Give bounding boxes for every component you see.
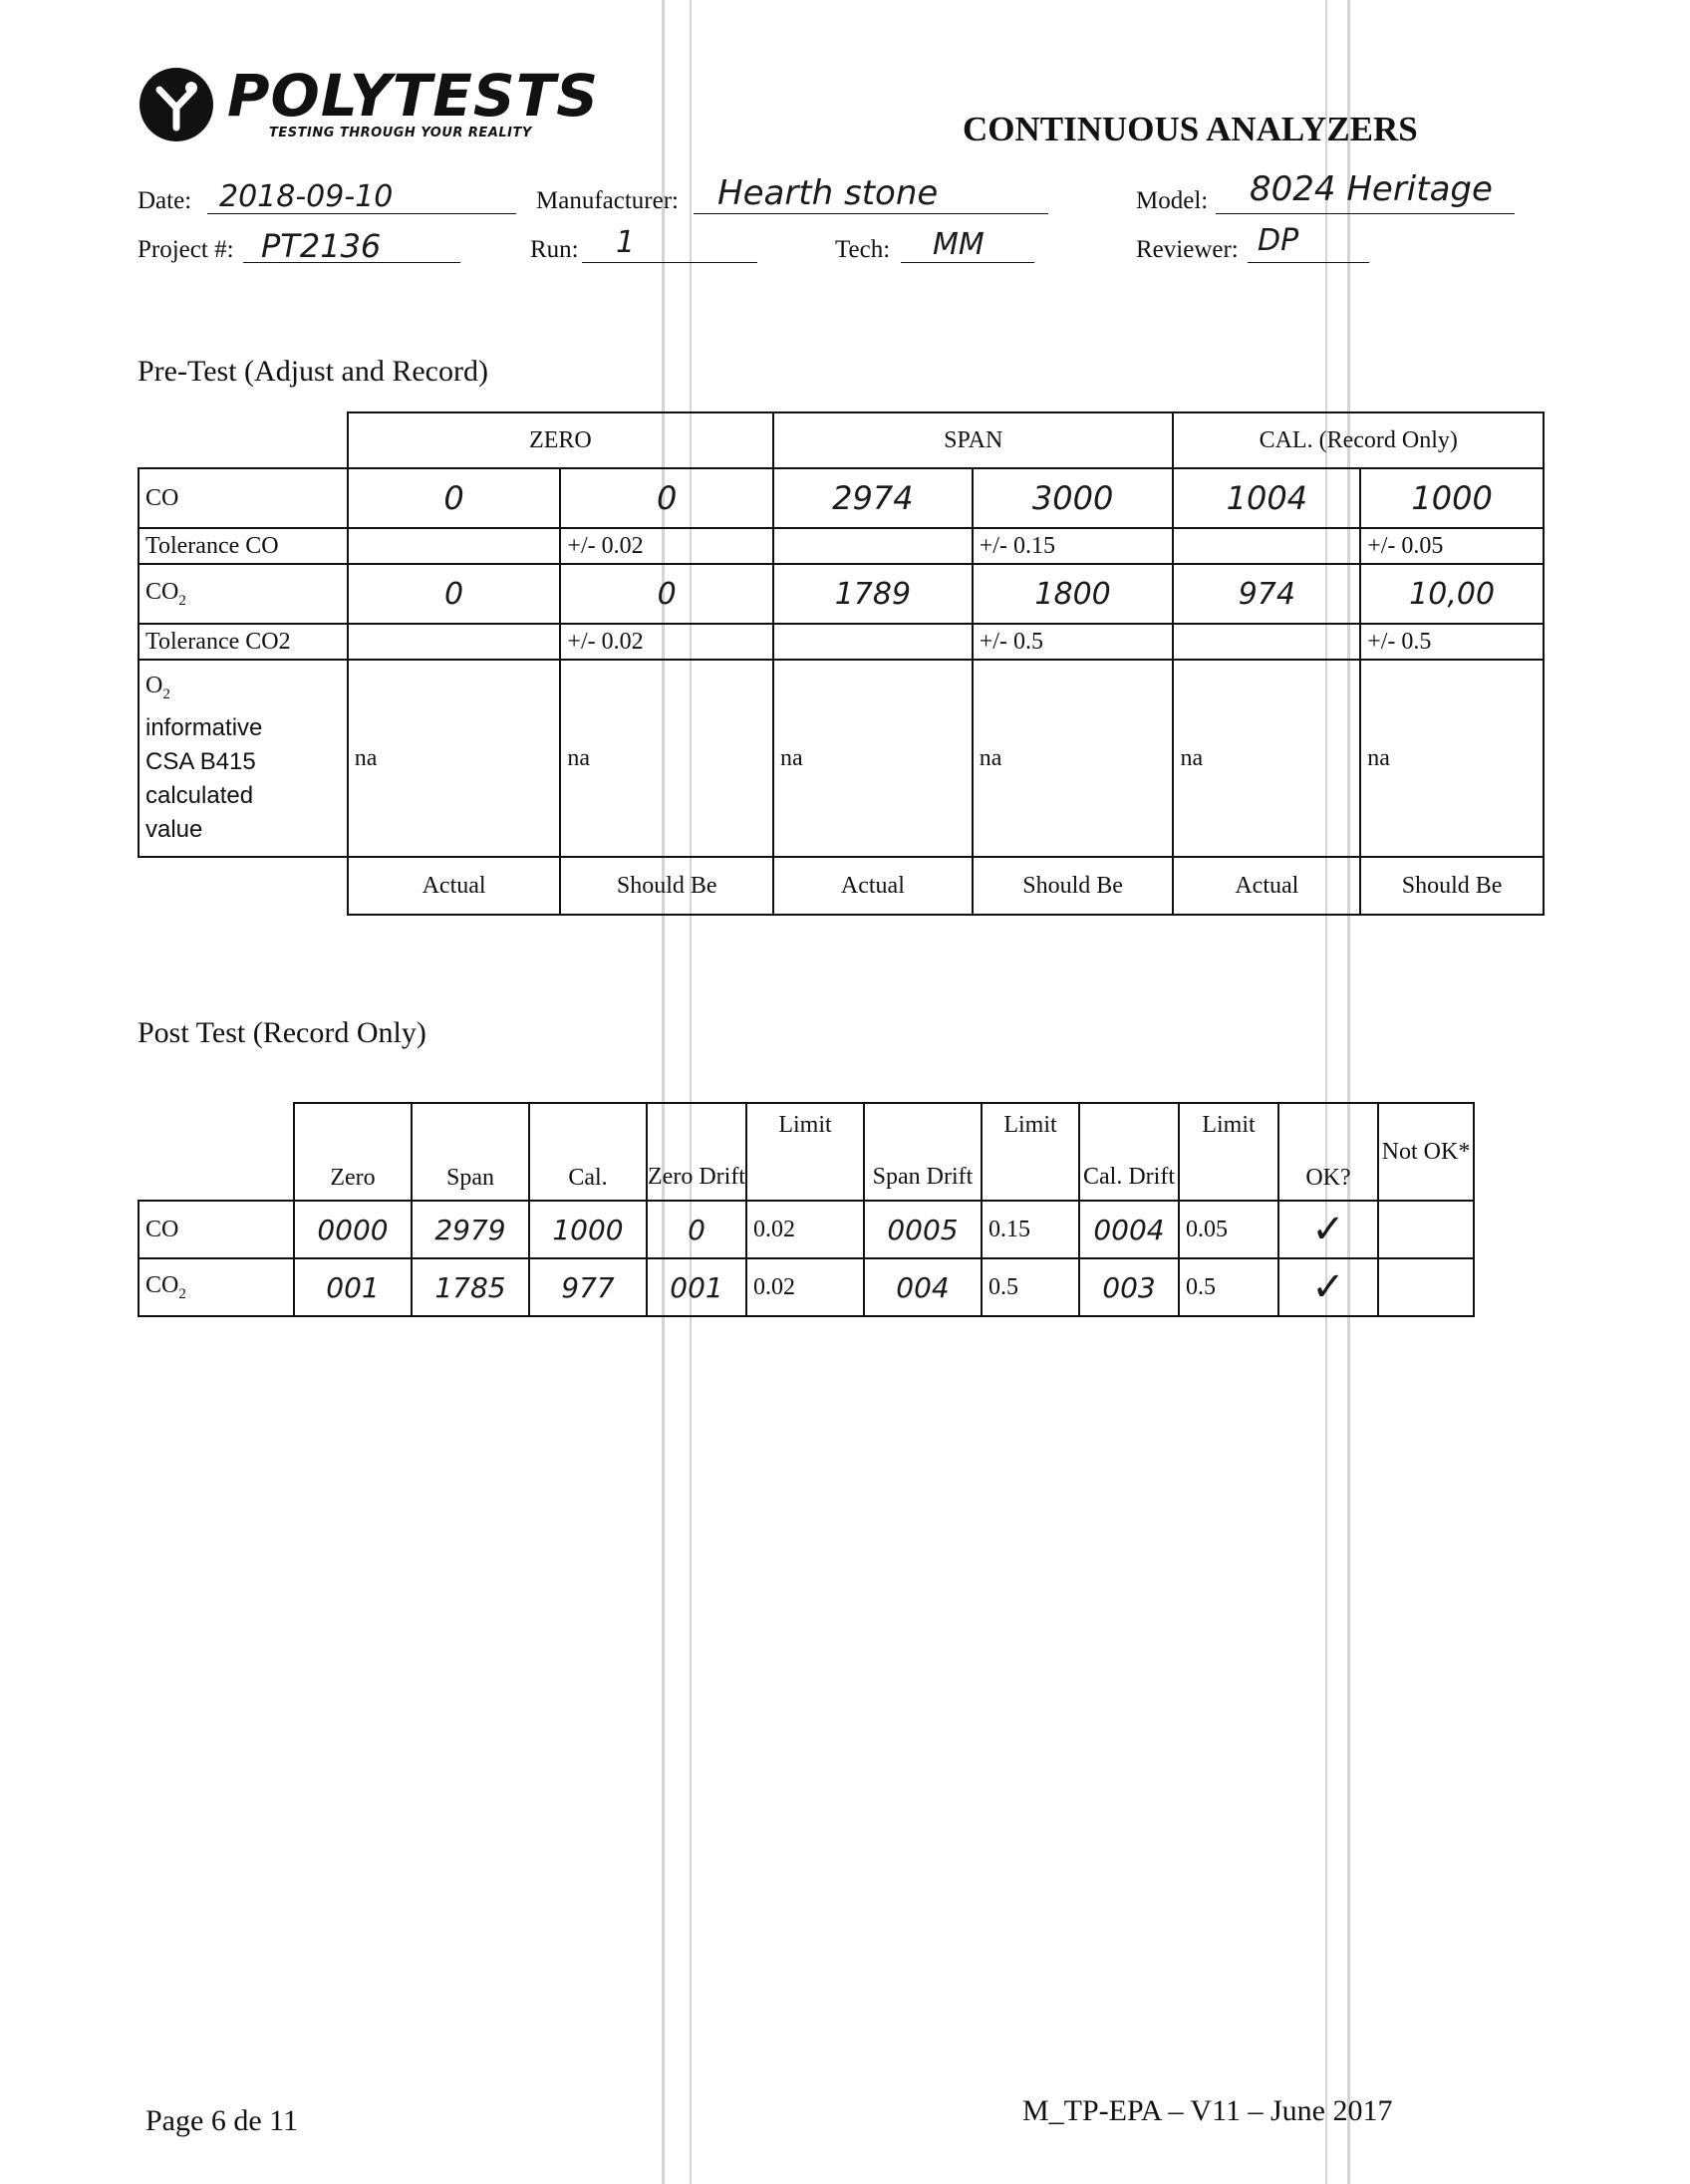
cell-value[interactable]: 1789 [773,564,973,624]
table-row [139,1201,1474,1258]
ok-checkmark[interactable]: ✓ [1278,1258,1378,1316]
run-label: Run: [530,236,579,263]
logo-text: POLYTESTS [227,62,600,130]
document-reference: M_TP-EPA – V11 – June 2017 [1022,2094,1393,2127]
cell-value[interactable]: 2979 [412,1201,529,1258]
not-ok-cell[interactable] [1378,1201,1474,1258]
cell-value[interactable]: 0 [647,1201,746,1258]
page-number: Page 6 de 11 [145,2104,299,2137]
cell-value[interactable]: 1800 [973,564,1174,624]
cell-value[interactable]: 1000 [529,1201,647,1258]
manufacturer-label: Manufacturer: [536,187,679,214]
zero-group-header: ZERO [348,412,773,468]
scan-artifact [1347,0,1350,2184]
cell-value: +/- 0.5 [1360,624,1544,660]
cell-value [773,528,973,564]
cell-value[interactable]: 0 [348,564,561,624]
column-header-actual: Actual [773,857,973,915]
form-title: CONTINUOUS ANALYZERS [963,110,1418,148]
table-row [139,1258,1474,1316]
row-label: Tolerance CO [139,528,348,564]
cell-value [1173,624,1360,660]
scan-artifact [690,0,692,2184]
row-label: CO [139,1201,294,1258]
reviewer-underline [1248,262,1369,263]
cell-value[interactable]: 974 [1173,564,1360,624]
row-label: $O_2$ informative CSA B415 calculated value [139,660,348,857]
column-header-limit: Limit [982,1103,1079,1201]
cell-value: 0.05 [1179,1201,1278,1258]
column-header-zero-drift: Zero Drift [647,1103,746,1201]
cell-value[interactable]: 003 [1079,1258,1179,1316]
column-header-should-be: Should Be [1360,857,1544,915]
cell-value: 0.15 [982,1201,1079,1258]
span-group-header: SPAN [773,412,1173,468]
pretest-footer-corner [139,857,348,915]
ok-checkmark[interactable]: ✓ [1278,1201,1378,1258]
table-row [139,528,1544,564]
column-header-limit: Limit [1179,1103,1278,1201]
reviewer-label: Reviewer: [1136,236,1239,263]
table-row [139,624,1544,660]
column-header-should-be: Should Be [560,857,773,915]
cell-value[interactable]: 0 [560,468,773,528]
cell-value: na [773,660,973,857]
column-header-actual: Actual [1173,857,1360,915]
tech-underline [901,262,1034,263]
cell-value[interactable]: 2974 [773,468,973,528]
manufacturer-value[interactable]: Hearth stone [717,173,939,213]
cell-value[interactable]: 0000 [294,1201,412,1258]
cell-value [348,624,561,660]
column-header-should-be: Should Be [973,857,1174,915]
cell-value [348,528,561,564]
logo-icon [140,68,213,141]
date-value[interactable]: 2018-09-10 [219,179,394,214]
table-row [139,564,1544,624]
row-label: $CO_2$ [139,1258,294,1316]
column-header-span: Span [412,1103,529,1201]
row-label: $CO_2$ [139,564,348,624]
cell-value: +/- 0.05 [1360,528,1544,564]
pretest-title: Pre-Test (Adjust and Record) [138,355,488,388]
cell-value[interactable]: 0005 [864,1201,982,1258]
column-header-zero: Zero [294,1103,412,1201]
tech-label: Tech: [835,236,891,263]
model-value[interactable]: 8024 Heritage [1250,169,1493,209]
cell-value: +/- 0.02 [560,528,773,564]
cell-value[interactable]: 977 [529,1258,647,1316]
cell-value: na [1173,660,1360,857]
cell-value: 0.02 [746,1201,864,1258]
column-header-span-drift: Span Drift [864,1103,982,1201]
cal-group-header: CAL. (Record Only) [1173,412,1544,468]
table-row [139,468,1544,528]
manufacturer-underline [694,213,1048,214]
posttest-title: Post Test (Record Only) [138,1016,426,1049]
cell-value: na [348,660,561,857]
cell-value: +/- 0.02 [560,624,773,660]
pretest-corner [139,412,348,468]
posttest-corner [139,1103,294,1201]
cell-value: na [560,660,773,857]
cell-value: na [973,660,1174,857]
table-row [139,660,1544,857]
cell-value: +/- 0.15 [973,528,1174,564]
cell-value[interactable]: 1004 [1173,468,1360,528]
cell-value[interactable]: 001 [647,1258,746,1316]
scan-artifact [1325,0,1327,2184]
cell-value: 0.5 [1179,1258,1278,1316]
cell-value[interactable]: 004 [864,1258,982,1316]
cell-value[interactable]: 0 [560,564,773,624]
cell-value: 0.5 [982,1258,1079,1316]
column-header-limit: Limit [746,1103,864,1201]
cell-value[interactable]: 001 [294,1258,412,1316]
cell-value[interactable]: 0004 [1079,1201,1179,1258]
run-value[interactable]: 1 [616,225,636,260]
tech-value[interactable]: MM [933,227,985,262]
model-label: Model: [1136,187,1209,214]
scan-artifact [662,0,665,2184]
posttest-table [138,1102,1475,1317]
project-value[interactable]: PT2136 [261,227,382,265]
cell-value: +/- 0.5 [973,624,1174,660]
cell-value [1173,528,1360,564]
cell-value[interactable]: 3000 [973,468,1174,528]
cell-value[interactable]: 1785 [412,1258,529,1316]
date-label: Date: [138,187,192,214]
not-ok-cell[interactable] [1378,1258,1474,1316]
pretest-table [138,411,1545,916]
cell-value[interactable]: 1000 [1360,468,1544,528]
project-label: Project #: [138,236,234,263]
model-underline [1216,213,1515,214]
cell-value[interactable]: 0 [348,468,561,528]
row-label: Tolerance CO2 [139,624,348,660]
cell-value: na [1360,660,1544,857]
column-header-not-ok: Not OK* [1378,1103,1474,1201]
column-header-actual: Actual [348,857,561,915]
run-underline [582,262,757,263]
cell-value: 0.02 [746,1258,864,1316]
cell-value [773,624,973,660]
reviewer-value[interactable]: DP [1258,223,1299,258]
column-header-cal: Cal. [529,1103,647,1201]
row-label: CO [139,468,348,528]
logo-tagline: TESTING THROUGH YOUR REALITY [269,126,532,140]
column-header-cal-drift: Cal. Drift [1079,1103,1179,1201]
cell-value[interactable]: 10,00 [1360,564,1544,624]
column-header-ok: OK? [1278,1103,1378,1201]
